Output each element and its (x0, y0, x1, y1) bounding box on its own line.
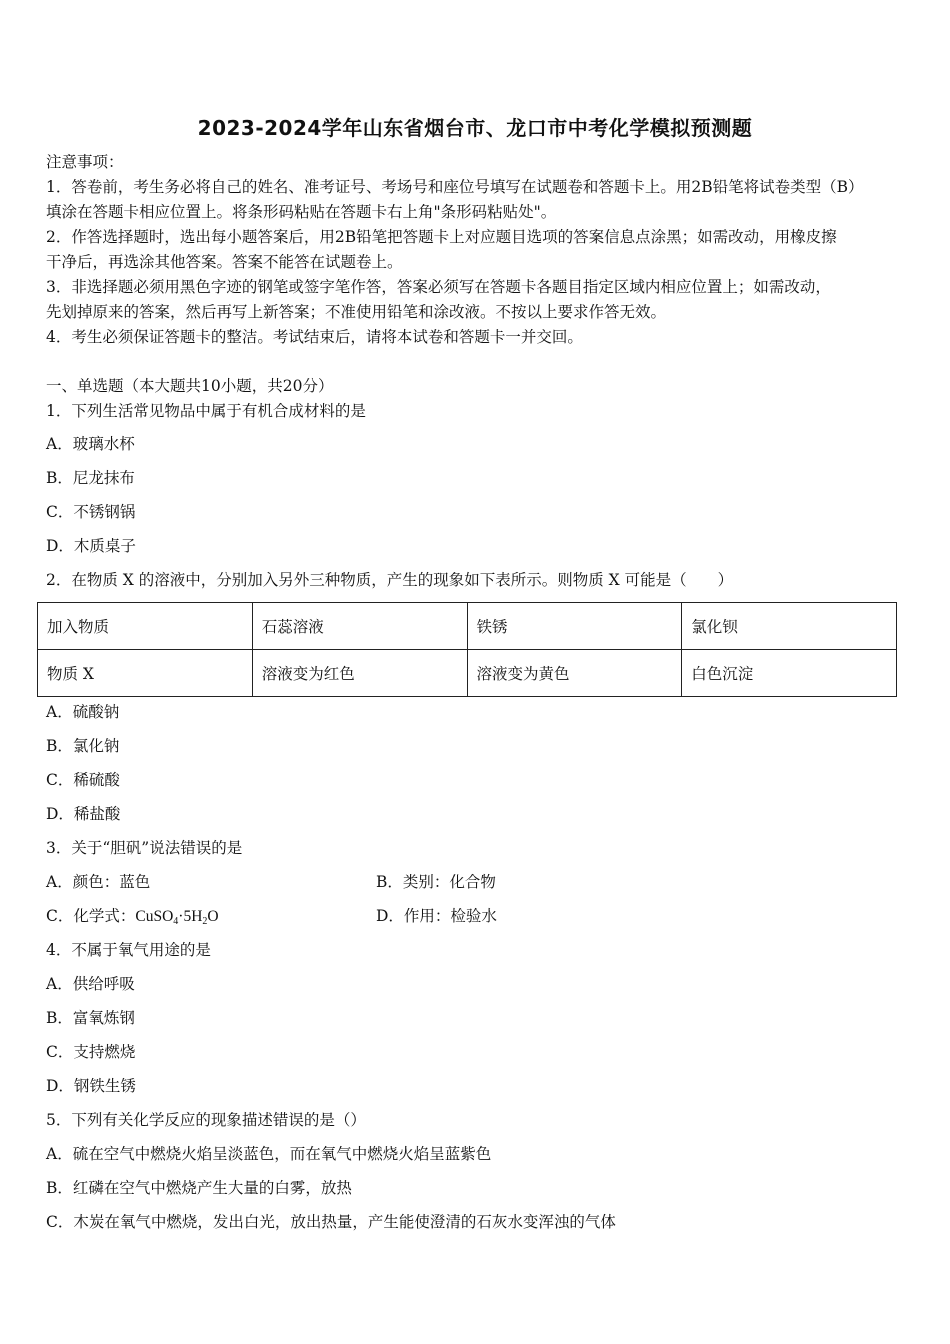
table-row (38, 650, 897, 697)
notice-line-2: 填涂在答题卡相应位置上。将条形码粘贴在答题卡右上角"条形码粘贴处"。 (46, 203, 557, 221)
notice-line-5: 3．非选择题必须用黑色字迹的钢笔或签字笔作答，答案必须写在答题卡各题目指定区域内相应位置上；如需改动， (46, 278, 831, 296)
exam-title: 2023-2024学年山东省烟台市、龙口市中考化学模拟预测题 (197, 116, 753, 140)
formula-part: O (207, 908, 219, 925)
notice-heading: 注意事项： (46, 153, 124, 171)
notice-line-3: 2．作答选择题时，选出每小题答案后，用2B铅笔把答题卡上对应题目选项的答案信息点涂黑；如需改动，用橡皮擦 (46, 228, 837, 246)
q4-option-b: B．富氧炼钢 (46, 1009, 135, 1027)
q3-option-b: B．类别：化合物 (376, 873, 496, 891)
section-heading: 一、单选题（本大题共10小题，共20分） (46, 377, 334, 395)
q2-option-d: D．稀盐酸 (46, 805, 121, 823)
formula-part: ·5H (178, 908, 203, 925)
table-cell: 物质 X (38, 650, 253, 697)
table-header-row (38, 603, 897, 650)
q2-table (37, 602, 897, 697)
table-cell: 石蕊溶液 (252, 603, 467, 650)
formula-part: CuSO (135, 908, 174, 925)
q3-option-a: A．颜色：蓝色 (46, 873, 151, 891)
q1-stem: 1．下列生活常见物品中属于有机合成材料的是 (46, 402, 366, 420)
formula-subscript: 4 (173, 916, 179, 927)
q3-option-c-label: C．化学式： (46, 907, 136, 925)
q5-option-a: A．硫在空气中燃烧火焰呈淡蓝色，而在氧气中燃烧火焰呈蓝紫色 (46, 1145, 492, 1163)
q3-option-d: D．作用：检验水 (376, 907, 497, 925)
q2-option-a: A．硫酸钠 (46, 703, 120, 721)
q5-option-c: C．木炭在氧气中燃烧，发出白光，放出热量，产生能使澄清的石灰水变浑浊的气体 (46, 1213, 616, 1231)
q1-option-d: D．木质桌子 (46, 537, 136, 555)
chemical-formula (135, 908, 218, 925)
notice-line-6: 先划掉原来的答案，然后再写上新答案；不准使用铅笔和涂改液。不按以上要求作答无效。 (46, 303, 667, 321)
table-cell: 氯化钡 (682, 603, 897, 650)
notice-line-7: 4．考生必须保证答题卡的整洁。考试结束后，请将本试卷和答题卡一并交回。 (46, 328, 583, 346)
q4-option-d: D．钢铁生锈 (46, 1077, 136, 1095)
q1-option-b: B．尼龙抹布 (46, 469, 135, 487)
q5-option-b: B．红磷在空气中燃烧产生大量的白雾，放热 (46, 1179, 352, 1197)
notice-line-4: 干净后，再选涂其他答案。答案不能答在试题卷上。 (46, 253, 403, 271)
table-cell: 铁锈 (467, 603, 682, 650)
q2-stem: 2．在物质 X 的溶液中，分别加入另外三种物质，产生的现象如下表所示。则物质 X 可能是（ ） (46, 571, 734, 589)
notice-line-1: 1．答卷前，考生务必将自己的姓名、准考证号、考场号和座位号填写在试题卷和答题卡上。用2B铅笔将试卷类型（B） (46, 178, 864, 196)
table-cell: 溶液变为红色 (252, 650, 467, 697)
q4-stem: 4．不属于氧气用途的是 (46, 941, 211, 959)
formula-subscript: 2 (202, 916, 208, 927)
q4-option-c: C．支持燃烧 (46, 1043, 136, 1061)
q3-stem: 3．关于“胆矾”说法错误的是 (46, 839, 243, 857)
table-cell: 白色沉淀 (682, 650, 897, 697)
q1-option-c: C．不锈钢锅 (46, 503, 136, 521)
q3-option-c (46, 906, 219, 932)
q2-option-b: B．氯化钠 (46, 737, 120, 755)
q4-option-a: A．供给呼吸 (46, 975, 135, 993)
table-cell: 加入物质 (38, 603, 253, 650)
table-cell: 溶液变为黄色 (467, 650, 682, 697)
q2-option-c: C．稀硫酸 (46, 771, 120, 789)
q5-stem: 5．下列有关化学反应的现象描述错误的是（） (46, 1111, 366, 1129)
q1-option-a: A．玻璃水杯 (46, 435, 135, 453)
